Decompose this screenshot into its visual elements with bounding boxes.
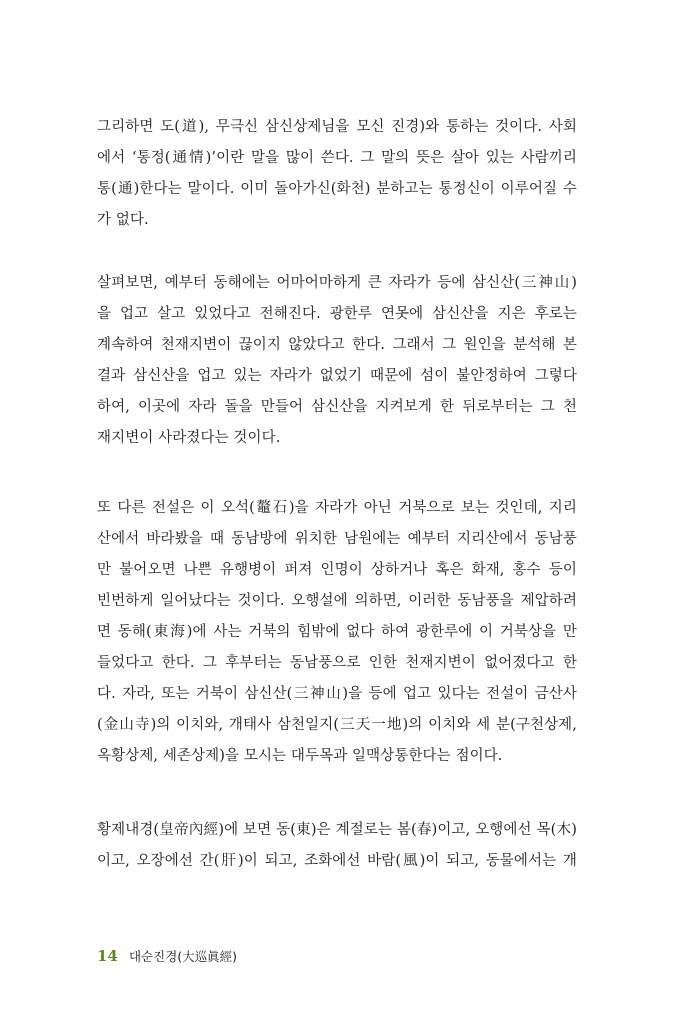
text-line: 계속하여 천재지변이 끊이지 않았다고 한다. 그래서 그 원인을 분석해 본 [97,337,577,353]
text-line: 가 없다. [97,212,149,228]
paragraph-3 [97,493,577,772]
running-title: 대순진경(大巡眞經) [128,949,238,964]
text-line: 들었다고 한다. 그 후부터는 동남풍으로 인한 천재지변이 없어졌다고 한 [97,655,577,671]
text-line: 빈번하게 일어났다는 것이다. 오행설에 의하면, 이러한 동남풍을 제압하려 [97,593,577,609]
page-number: 14 [97,947,118,965]
text-line: 산에서 바라봤을 때 동남방에 위치한 남원에는 예부터 지리산에서 동남풍 [97,531,577,547]
text-line: 을 업고 살고 있었다고 전해진다. 광한루 연못에 삼신산을 지은 후로는 [97,306,577,322]
text-line: 면 동해(東海)에 사는 거북의 힘밖에 없다 하여 광한루에 이 거북상을 만 [97,624,577,640]
text-line: 하여, 이곳에 자라 돌을 만들어 삼신산을 지켜보게 한 뒤로부터는 그 천 [97,399,577,415]
text-line: 또 다른 전설은 이 오석(鼇石)을 자라가 아닌 거북으로 보는 것인데, 지리 [97,500,577,516]
text-line: 옥황상제, 세존상제)을 모시는 대두목과 일맥상통한다는 점이다. [97,748,503,764]
paragraph-4 [97,815,577,877]
text-line: 살펴보면, 예부터 동해에는 어마어마하게 큰 자라가 등에 삼신산(三神山) [97,275,577,291]
text-line: 황제내경(皇帝內經)에 보면 동(東)은 계절로는 봄(春)이고, 오행에선 목(木) [97,822,577,838]
text-line: 다. 자라, 또는 거북이 삼신산(三神山)을 등에 업고 있다는 전설이 금산사 [97,686,577,702]
paragraph-2 [97,268,577,454]
text-line: 에서 ‘통정(通情)’이란 말을 많이 쓴다. 그 말의 뜻은 살아 있는 사람끼리 [97,150,577,166]
text-line: 만 불어오면 나쁜 유행병이 퍼져 인명이 상하거나 혹은 화재, 홍수 등이 [97,562,577,578]
page-footer [97,944,237,968]
text-line: (金山寺)의 이치와, 개태사 삼천일지(三天一地)의 이치와 세 분(구천상제, [97,717,577,733]
text-line: 통(通)한다는 말이다. 이미 돌아가신(화천) 분하고는 통정신이 이루어질 수 [97,181,577,197]
text-line: 그리하면 도(道), 무극신 삼신상제님을 모신 진경)와 통하는 것이다. 사회 [97,119,577,135]
text-line: 재지변이 사라졌다는 것이다. [97,430,281,446]
paragraph-1 [97,112,577,236]
text-line: 결과 삼신산을 업고 있는 자라가 없었기 때문에 섬이 불안정하여 그렇다 [97,368,577,384]
text-line: 이고, 오장에선 간(肝)이 되고, 조화에선 바람(風)이 되고, 동물에서는 개 [97,853,577,869]
